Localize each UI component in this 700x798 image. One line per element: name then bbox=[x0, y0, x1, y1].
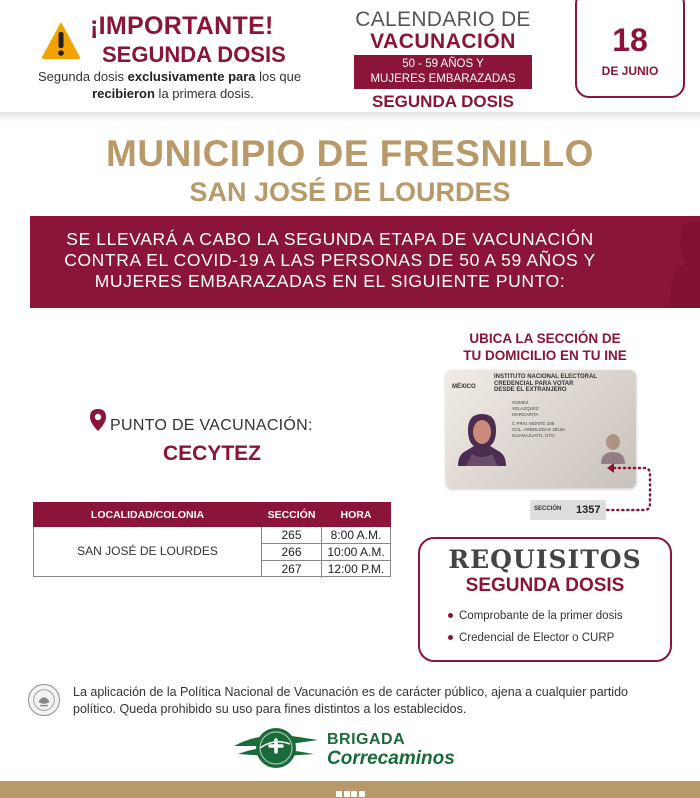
section-cell: 266 bbox=[281, 545, 302, 559]
requirements-subtitle: SEGUNDA DOSIS bbox=[465, 575, 625, 596]
facebook-icon[interactable] bbox=[336, 791, 342, 797]
announcement-line3: MUJERES EMBARAZADAS EN EL SIGUIENTE PUNTO: bbox=[94, 271, 566, 291]
table-row bbox=[262, 544, 391, 561]
bullet-icon bbox=[448, 613, 453, 618]
important-text-line2: recibieron la primera dosis. bbox=[92, 86, 254, 101]
municipality-title: MUNICIPIO DE FRESNILLO bbox=[106, 133, 594, 174]
locality-title: SAN JOSÉ DE LOURDES bbox=[189, 177, 511, 207]
calendar-title-line2: VACUNACIÓN bbox=[370, 30, 516, 53]
important-title: ¡IMPORTANTE! bbox=[90, 12, 274, 40]
ine-card-country: MÉXICO bbox=[452, 384, 476, 390]
table-row bbox=[262, 527, 391, 544]
section-cell: 267 bbox=[281, 562, 302, 576]
social-icons bbox=[336, 784, 366, 794]
column-header-section: SECCIÓN bbox=[267, 509, 316, 521]
time-cell: 10:00 A.M. bbox=[327, 545, 385, 559]
bullet-icon bbox=[448, 635, 453, 640]
ine-hint-line1: UBICA LA SECCIÓN DE bbox=[469, 331, 621, 346]
national-seal-icon bbox=[28, 684, 60, 716]
date-day: 18 bbox=[612, 22, 648, 58]
woman-silhouette-icon bbox=[650, 216, 700, 308]
ine-card-details: GOMEZ VELAZQUEZ MARGARITA C PRIV. MONTE 108 COL. ARBOLEDAS 38126 GUANAJUATO, GTO. bbox=[512, 400, 565, 438]
vaccination-point-label: PUNTO DE VACUNACIÓN: bbox=[110, 417, 313, 434]
requirements-title: REQUISITOS bbox=[448, 545, 642, 574]
warning-icon bbox=[40, 20, 82, 60]
brand-line2: Correcaminos bbox=[327, 748, 455, 769]
header-shadow bbox=[0, 112, 700, 122]
dotted-pointer-icon bbox=[600, 460, 660, 516]
ine-hologram-icon bbox=[598, 428, 628, 464]
announcement-line1: SE LLEVARÁ A CABO LA SEGUNDA ETAPA DE VACUNACIÓN bbox=[66, 229, 594, 249]
vaccination-point-value: CECYTEZ bbox=[162, 442, 261, 465]
column-header-time: HORA bbox=[340, 509, 372, 521]
important-subtitle: SEGUNDA DOSIS bbox=[102, 42, 286, 67]
calendar-box-line2: MUJERES EMBARAZADAS bbox=[370, 73, 516, 85]
location-pin-icon bbox=[90, 409, 106, 431]
column-header-locality: LOCALIDAD/COLONIA bbox=[90, 509, 205, 521]
ine-photo-icon bbox=[456, 410, 508, 466]
ine-hint-line2: TU DOMICILIO EN TU INE bbox=[463, 348, 627, 363]
youtube-icon[interactable] bbox=[359, 791, 365, 797]
twitter-icon[interactable] bbox=[344, 791, 350, 797]
ine-card-header: INSTITUTO NACIONAL ELECTORAL CREDENCIAL PARA VOTAR DESDE EL EXTRANJERO bbox=[494, 374, 598, 393]
requirement-item: Comprobante de la primer dosis bbox=[448, 610, 623, 622]
calendar-dose-label: SEGUNDA DOSIS bbox=[371, 92, 514, 111]
ine-section-label: SECCIÓN bbox=[534, 506, 562, 512]
calendar-box-line1: 50 - 59 AÑOS Y bbox=[402, 58, 484, 70]
calendar-age-box bbox=[354, 55, 532, 89]
brand-line1: BRIGADA bbox=[327, 731, 406, 748]
announcement-line2: CONTRA EL COVID-19 A LAS PERSONAS DE 50 A 59 AÑOS Y bbox=[64, 250, 596, 270]
ine-hint-title bbox=[440, 330, 650, 364]
locality-cell-text: SAN JOSÉ DE LOURDES bbox=[77, 544, 218, 558]
time-cell: 8:00 A.M. bbox=[330, 528, 382, 542]
legal-disclaimer: La aplicación de la Política Nacional de Vacunación es de carácter público, ajena a cualquier partido político. Queda prohibido su uso para fines distintos a los establecidos. bbox=[73, 685, 628, 716]
announcement-text bbox=[30, 229, 630, 292]
instagram-icon[interactable] bbox=[351, 791, 357, 797]
date-month: DE JUNIO bbox=[601, 64, 659, 78]
calendar-title-line1: CALENDARIO DE bbox=[355, 8, 531, 31]
section-cell: 265 bbox=[281, 528, 302, 542]
ine-section-value: 1357 bbox=[576, 504, 601, 516]
requirement-item: Credencial de Elector o CURP bbox=[448, 632, 614, 644]
time-cell: 12:00 P.M. bbox=[327, 562, 385, 576]
important-text-line1: Segunda dosis exclusivamente para los que bbox=[38, 69, 302, 84]
table-row bbox=[262, 561, 391, 578]
brigada-correcaminos-logo bbox=[230, 724, 322, 772]
